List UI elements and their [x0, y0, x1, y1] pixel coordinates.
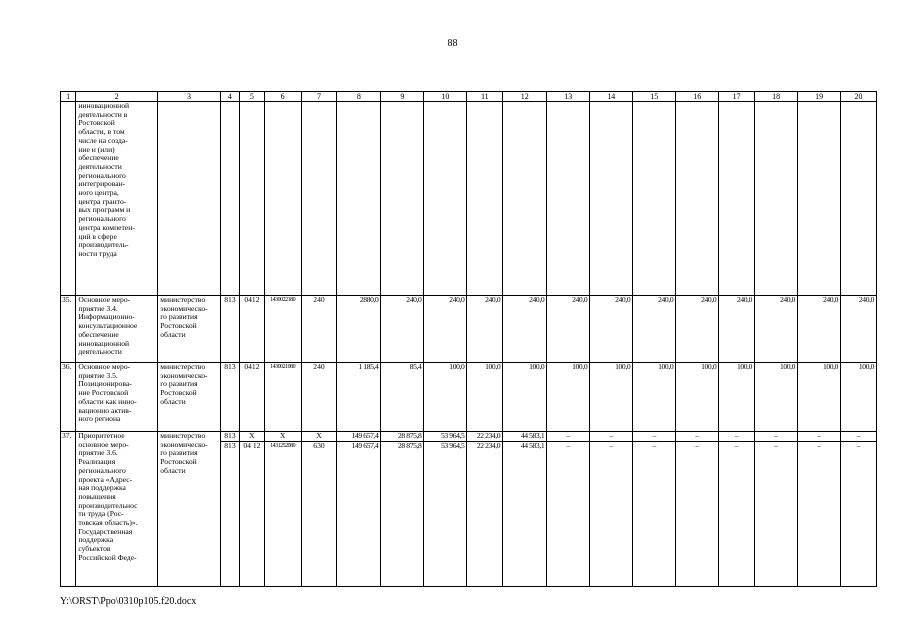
year-cell: – — [547, 441, 590, 586]
col-header: 4 — [220, 92, 239, 102]
col-header: 5 — [240, 92, 265, 102]
continued-row — [61, 102, 877, 296]
col-header: 18 — [755, 92, 798, 102]
col-header: 17 — [719, 92, 755, 102]
year-cell: 240,0 — [755, 296, 798, 363]
vr-cell: 240 — [301, 296, 337, 363]
year-cell: 240,0 — [547, 296, 590, 363]
year-cell: 53 964,5 — [424, 432, 467, 442]
year-cell: 100,0 — [798, 363, 841, 432]
col-header: 3 — [158, 92, 220, 102]
year-cell: – — [841, 432, 877, 442]
col-header: 14 — [590, 92, 633, 102]
year-cell: 53 964,5 — [424, 441, 467, 586]
csr-cell: 1430022180 — [264, 296, 301, 363]
year-cell: – — [633, 441, 676, 586]
col-header: 15 — [633, 92, 676, 102]
table-row-37-line-1 — [61, 432, 877, 442]
year-cell: 240,0 — [467, 296, 503, 363]
year-cell: 100,0 — [755, 363, 798, 432]
year-cell: 100,0 — [547, 363, 590, 432]
empty-cell — [381, 102, 424, 296]
empty-cell — [590, 102, 633, 296]
measure-name: Основное меро- приятие 3.5. Позиционирова- ние Ростовской области как инно- вационно актив- ного региона — [76, 363, 158, 432]
year-cell: 44 583,1 — [503, 432, 547, 442]
empty-cell — [220, 102, 239, 296]
total-cell: 2880,0 — [337, 296, 381, 363]
year-cell: 240,0 — [676, 296, 719, 363]
year-cell: – — [841, 441, 877, 586]
table-row-35 — [61, 296, 877, 363]
row-number: 35. — [61, 296, 76, 363]
col-header: 7 — [301, 92, 337, 102]
year-cell: – — [719, 432, 755, 442]
rzpr-cell: 04 12 — [240, 441, 265, 586]
year-cell: 85,4 — [381, 363, 424, 432]
year-cell: 100,0 — [503, 363, 547, 432]
csr-cell: 1430021080 — [264, 363, 301, 432]
page-number: 88 — [447, 38, 458, 49]
year-cell: 28 875,8 — [381, 441, 424, 586]
col-header: 20 — [841, 92, 877, 102]
year-cell: 22 234,0 — [467, 441, 503, 586]
rzpr-cell: 0412 — [240, 296, 265, 363]
year-cell: 100,0 — [467, 363, 503, 432]
empty-cell — [676, 102, 719, 296]
empty-cell — [841, 102, 877, 296]
empty-cell — [158, 102, 220, 296]
grbs-cell: 813 — [220, 296, 239, 363]
total-cell: 149 657,4 — [337, 441, 381, 586]
year-cell: 240,0 — [590, 296, 633, 363]
year-cell: – — [676, 432, 719, 442]
col-header: 16 — [676, 92, 719, 102]
vr-cell: 240 — [301, 363, 337, 432]
empty-cell — [503, 102, 547, 296]
year-cell: 240,0 — [719, 296, 755, 363]
empty-cell — [424, 102, 467, 296]
header-row — [61, 92, 877, 102]
col-header: 12 — [503, 92, 547, 102]
csr-cell: 1431252080 — [264, 441, 301, 586]
csr-cell: X — [264, 432, 301, 442]
year-cell: 100,0 — [424, 363, 467, 432]
col-header: 6 — [264, 92, 301, 102]
year-cell: 44 583,1 — [503, 441, 547, 586]
year-cell: – — [755, 432, 798, 442]
year-cell: 100,0 — [633, 363, 676, 432]
year-cell: – — [755, 441, 798, 586]
grbs-cell: 813 — [220, 432, 239, 442]
year-cell: 240,0 — [841, 296, 877, 363]
year-cell: – — [719, 441, 755, 586]
year-cell: – — [798, 441, 841, 586]
measure-name: Основное меро- приятие 3.4. Информационно- консультационное обеспечение инновационной деятельности — [76, 296, 158, 363]
year-cell: 100,0 — [590, 363, 633, 432]
year-cell: 100,0 — [719, 363, 755, 432]
year-cell: – — [633, 432, 676, 442]
year-cell: 240,0 — [424, 296, 467, 363]
continued-name-cell: инновационной деятельности в Ростовской области, в том числе на созда- ние и (или) обеспечение деятельности регионального интегрирован- ного центра, центра грантo- вых программ и регионального центра компетен- ций в сфере производитель- ности труда — [76, 102, 158, 296]
col-header: 9 — [381, 92, 424, 102]
year-cell: – — [798, 432, 841, 442]
grbs-cell: 813 — [220, 441, 239, 586]
rzpr-cell: 0412 — [240, 363, 265, 432]
year-cell: 22 234,0 — [467, 432, 503, 442]
empty-cell — [547, 102, 590, 296]
vr-cell: 630 — [301, 441, 337, 586]
executor-name: министерство экономическо- го развития Ростовской области — [158, 363, 220, 432]
empty-cell — [633, 102, 676, 296]
empty-cell — [301, 102, 337, 296]
empty-cell — [337, 102, 381, 296]
empty-cell — [798, 102, 841, 296]
executor-name: министерство экономическо- го развития Ростовской области — [158, 296, 220, 363]
col-header: 11 — [467, 92, 503, 102]
col-header: 10 — [424, 92, 467, 102]
budget-table — [60, 91, 877, 587]
table-row-36 — [61, 363, 877, 432]
year-cell: 28 875,8 — [381, 432, 424, 442]
year-cell: – — [590, 441, 633, 586]
empty-cell — [755, 102, 798, 296]
year-cell: 100,0 — [841, 363, 877, 432]
year-cell: 240,0 — [503, 296, 547, 363]
vr-cell: X — [301, 432, 337, 442]
year-cell: 240,0 — [798, 296, 841, 363]
col-header: 13 — [547, 92, 590, 102]
empty-cell — [61, 102, 76, 296]
grbs-cell: 813 — [220, 363, 239, 432]
year-cell: 240,0 — [381, 296, 424, 363]
year-cell: – — [547, 432, 590, 442]
empty-cell — [719, 102, 755, 296]
year-cell: 240,0 — [633, 296, 676, 363]
rzpr-cell: X — [240, 432, 265, 442]
year-cell: – — [590, 432, 633, 442]
col-header: 1 — [61, 92, 76, 102]
executor-name: министерство экономическо- го развития Ростовской области — [158, 432, 220, 587]
empty-cell — [240, 102, 265, 296]
file-path-footer: Y:\ORST\Ppo\0310p105.f20.docx — [60, 596, 197, 607]
year-cell: – — [676, 441, 719, 586]
row-number: 36. — [61, 363, 76, 432]
row-number: 37. — [61, 432, 76, 587]
year-cell: 100,0 — [676, 363, 719, 432]
total-cell: 149 657,4 — [337, 432, 381, 442]
col-header: 19 — [798, 92, 841, 102]
col-header: 2 — [76, 92, 158, 102]
empty-cell — [467, 102, 503, 296]
total-cell: 1 185,4 — [337, 363, 381, 432]
col-header: 8 — [337, 92, 381, 102]
empty-cell — [264, 102, 301, 296]
measure-name: Приоритетное основное меро- приятие 3.6. Реализация регионального проекта «Адрес- ная поддержка повышения производительнос ти труда (Рос- товская область)». Государственная поддержка субъектов Российской Феде- — [76, 432, 158, 587]
